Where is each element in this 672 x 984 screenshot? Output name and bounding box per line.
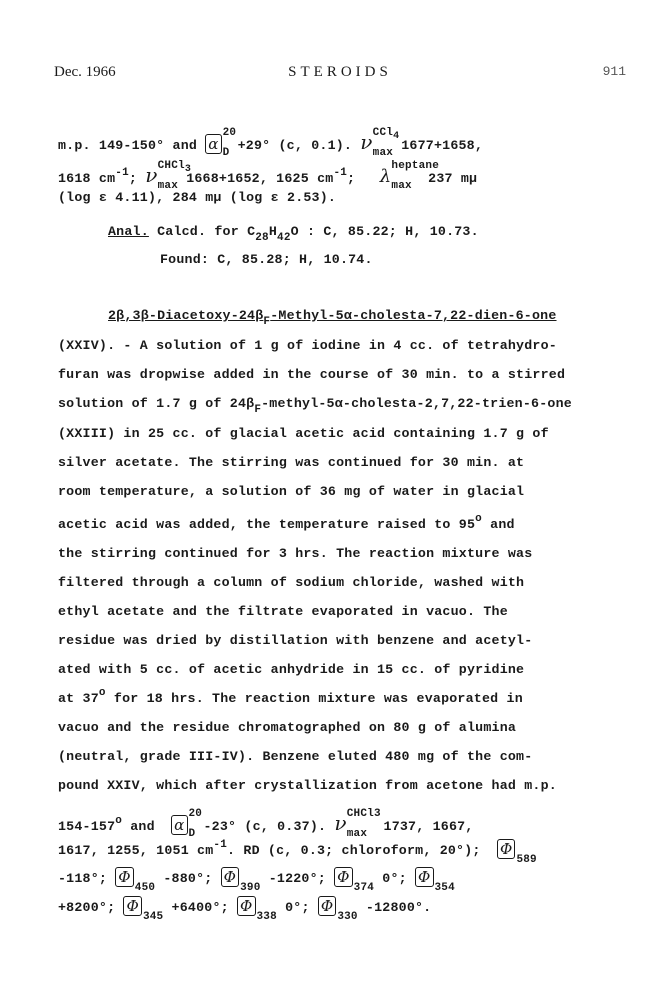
rotation-symbol: α — [171, 815, 187, 835]
text-line: silver acetate. The stirring was continued for 30 min. at — [58, 455, 525, 470]
nu-conditions: CCl4 $_{max}$ — [372, 127, 400, 159]
lambda-conditions: heptane $_{max}$ — [391, 160, 439, 192]
rotation-conditions: 20 $_D$ — [222, 127, 237, 159]
molar-rotation-symbol: Φ — [221, 867, 240, 887]
issue-date: Dec. 1966 — [54, 64, 116, 80]
analysis-found: Found: C, 85.28; H, 10.74. — [160, 252, 373, 267]
text-line: pound XXIV, which after crystallization from acetone had m.p. — [58, 778, 557, 793]
text-line: (XXIV). - A solution of 1 g of iodine in 4 cc. of tetrahydro- — [58, 338, 557, 353]
text-run: 1618 cm — [58, 171, 116, 186]
text-line: (neutral, grade III-IV). Benzene eluted 480 mg of the com- — [58, 749, 533, 764]
text-line: vacuo and the residue chromatographed on 80 g of alumina — [58, 720, 517, 735]
nu-symbol: ν — [145, 163, 158, 187]
lambda-symbol: λ — [379, 166, 392, 187]
molar-rotation-symbol: Φ — [497, 839, 516, 859]
text-line: furan was dropwise added in the course of 30 min. to a stirred — [58, 367, 566, 382]
text-line: 1617, 1255, 1051 $cm^{-1}$. RD (c, 0.3; chloroform, 20°); $\Phi_{589}$ — [58, 839, 537, 866]
text-line — [58, 127, 484, 159]
analysis-calculated: Anal. Calcd. for $C_{28}H_{42}O$ : C, 85.22; H, 10.73. — [108, 224, 479, 244]
nu-conditions: CHCl3 $_{max}$ — [157, 160, 192, 192]
molar-rotation-symbol: Φ — [123, 896, 142, 916]
journal-name: STEROIDS — [288, 64, 392, 80]
analysis-label: Anal. — [108, 224, 149, 239]
molar-rotation-symbol: Φ — [334, 867, 353, 887]
text-run: m.p. 149-150° and — [58, 138, 198, 153]
text-run: 1677+1658, — [401, 138, 484, 153]
text-line: ethyl acetate and the filtrate evaporated in vacuo. The — [58, 604, 508, 619]
text-line: solution of 1.7 g of $24\beta_F-methyl-5\alpha-cholesta-2,7,22-trien-6$-one — [58, 396, 572, 416]
text-line: ated with 5 cc. of acetic anhydride in 15 cc. of pyridine — [58, 662, 525, 677]
text-line: acetic acid was added, the temperature raised to 95$^o$ and — [58, 513, 515, 532]
text-line: room temperature, a solution of 36 mg of water in glacial — [58, 484, 525, 499]
nu-symbol: ν — [334, 811, 347, 835]
text-run: 237 mμ — [428, 171, 478, 186]
molar-rotation-symbol: Φ — [237, 896, 256, 916]
text-run: 1668+1652, 1625 cm — [186, 171, 334, 186]
rotation-conditions: 20 $_D$ — [188, 808, 203, 840]
molar-rotation-symbol: Φ — [415, 867, 434, 887]
text-line: at 37$^o$ for 18 hrs. The reaction mixture was evaporated in — [58, 687, 523, 706]
text-line: (XXIII) in 25 cc. of glacial acetic acid containing 1.7 g of — [58, 426, 549, 441]
rotation-symbol: α — [205, 134, 221, 154]
text-line: 1618 $cm^{-1}$; ν CHCl3 $_{max}$ 1668+1652, 1625 $cm^{-1}$; λ heptane $_{max}$ 237 mμ — [58, 160, 478, 192]
text-line: +8200°; $\Phi_{345} +6400^\circ$; $\Phi_{338}$ 0°; $\Phi_{330}$ -12800°. — [58, 897, 432, 923]
molar-rotation-symbol: Φ — [318, 896, 337, 916]
text-line: the stirring continued for 3 hrs. The reaction mixture was — [58, 546, 533, 561]
page-number: 911 — [602, 64, 626, 79]
nu-conditions: CHCl3 $_{max}$ — [346, 808, 381, 840]
text-run: +29° (c, 0.1). — [237, 138, 353, 153]
compound-heading: $2\beta,3\beta-Diacetoxy-24\beta_F-Methyl-5\alpha-cholesta-7,22-dien-6$-one — [108, 308, 557, 328]
text-line: 154-157$^o$ and α 20 $_D$ -23° (c, 0.37). ν CHCl3 $_{max}$ 1737, 1667, — [58, 808, 474, 840]
text-line: (log ε 4.11), 284 mμ (log ε 2.53). — [58, 190, 337, 205]
text-line: filtered through a column of sodium chloride, washed with — [58, 575, 525, 590]
molar-rotation-symbol: Φ — [115, 867, 134, 887]
running-head — [54, 64, 626, 84]
nu-symbol: ν — [360, 130, 373, 154]
text-line: -118°; $\Phi_{450}$ -880°; $\Phi_{390}$ -1220°; $\Phi_{374}$ 0°; $\Phi_{354}$ — [58, 868, 455, 894]
text-line: residue was dried by distillation with benzene and acetyl- — [58, 633, 533, 648]
